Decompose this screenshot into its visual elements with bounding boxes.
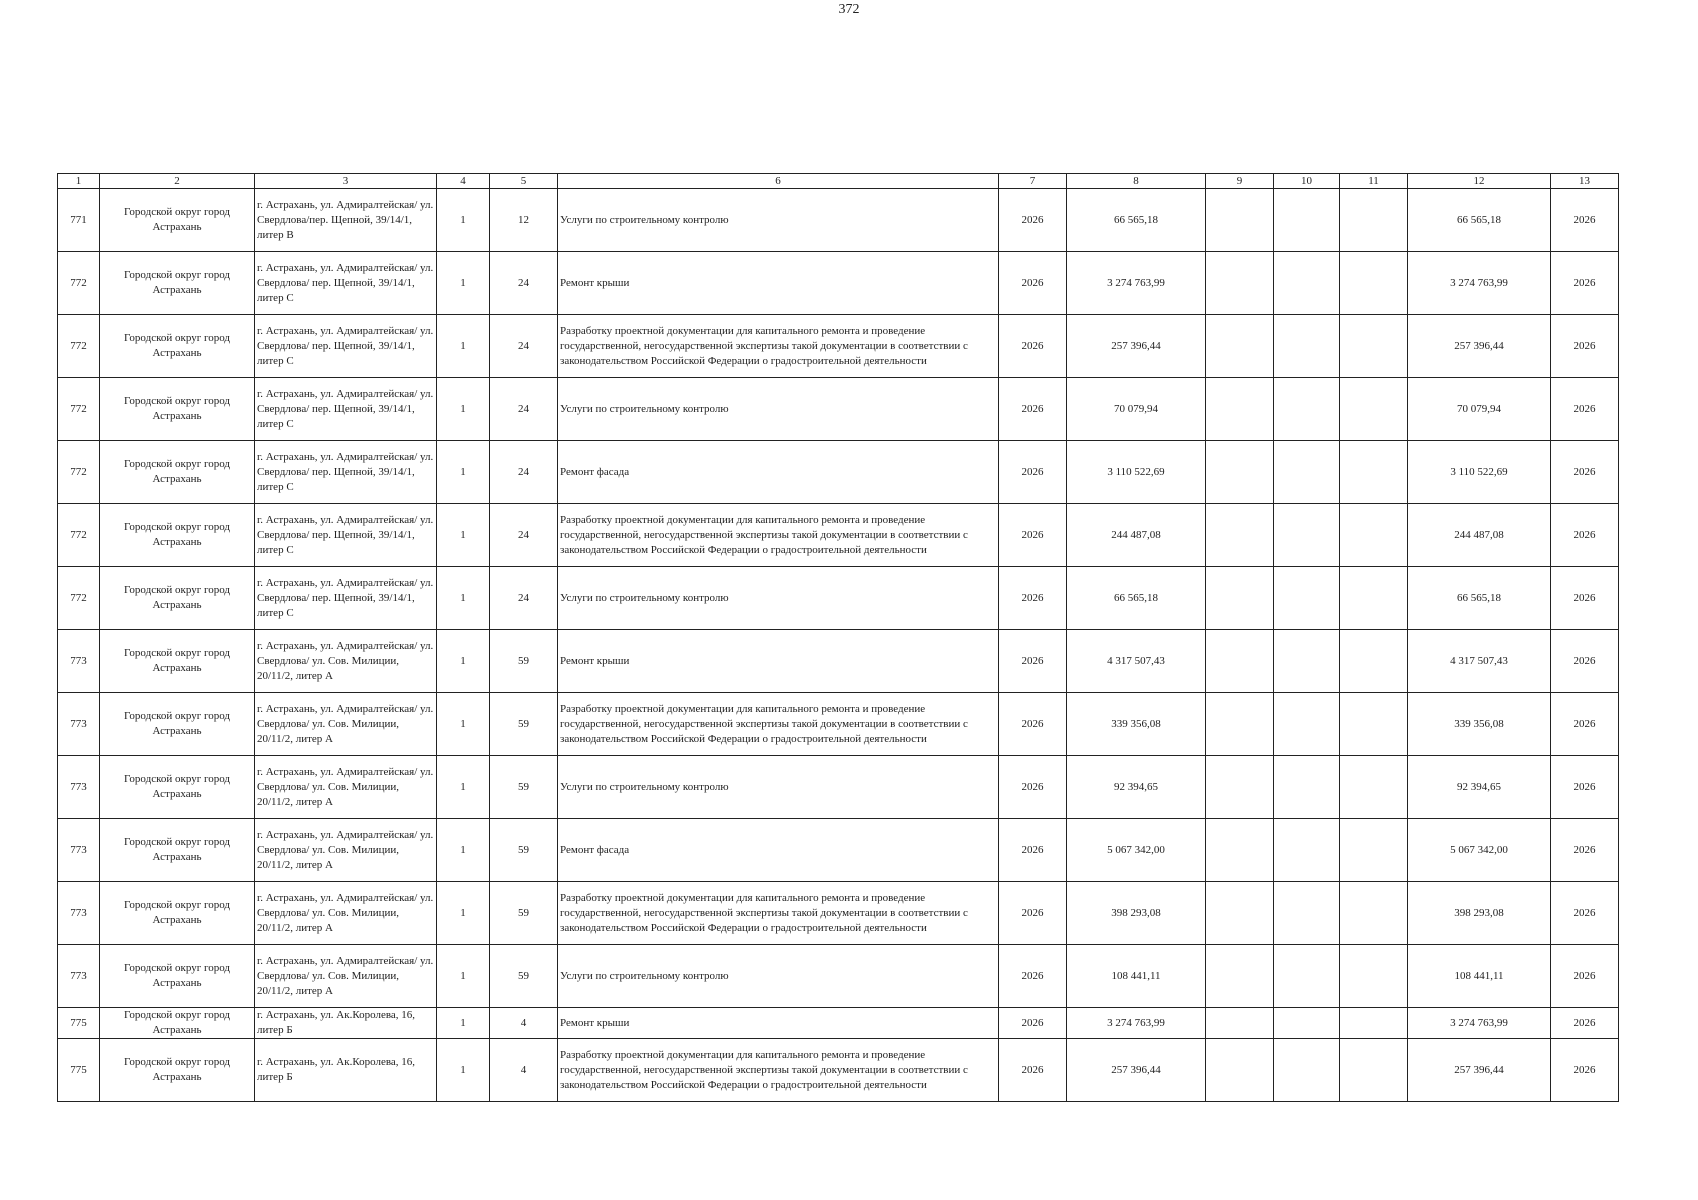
col11-cell [1340, 315, 1408, 378]
col4-cell: 1 [437, 630, 490, 693]
col12-cell: 66 565,18 [1408, 567, 1551, 630]
cost-cell: 66 565,18 [1067, 567, 1206, 630]
col10-cell [1274, 819, 1340, 882]
col9-cell [1206, 945, 1274, 1008]
year-cell: 2026 [999, 504, 1067, 567]
col5-cell: 59 [490, 819, 558, 882]
col5-cell: 24 [490, 504, 558, 567]
year-cell: 2026 [999, 1008, 1067, 1039]
district-cell: Городской округ город Астрахань [100, 189, 255, 252]
col10-cell [1274, 882, 1340, 945]
col5-cell: 4 [490, 1008, 558, 1039]
col9-cell [1206, 882, 1274, 945]
col12-cell: 108 441,11 [1408, 945, 1551, 1008]
col4-cell: 1 [437, 819, 490, 882]
year-cell: 2026 [999, 819, 1067, 882]
row-number-cell: 772 [58, 315, 100, 378]
col12-cell: 244 487,08 [1408, 504, 1551, 567]
work-type-cell: Разработку проектной документации для капитального ремонта и проведение государственной, негосударственной экспертизы такой документации в соответствии с законодательством Российской Федерации о градостроительной деятельности [558, 504, 999, 567]
col13-cell: 2026 [1551, 378, 1619, 441]
col12-cell: 70 079,94 [1408, 378, 1551, 441]
col5-cell: 24 [490, 567, 558, 630]
row-number-cell: 773 [58, 819, 100, 882]
col13-cell: 2026 [1551, 756, 1619, 819]
col9-cell [1206, 315, 1274, 378]
column-header: 10 [1274, 174, 1340, 189]
col13-cell: 2026 [1551, 1008, 1619, 1039]
address-cell: г. Астрахань, ул. Адмиралтейская/ ул. Свердлова/пер. Щепной, 39/14/1, литер В [255, 189, 437, 252]
cost-cell: 66 565,18 [1067, 189, 1206, 252]
col12-cell: 4 317 507,43 [1408, 630, 1551, 693]
page-number: 372 [838, 2, 860, 17]
column-header: 1 [58, 174, 100, 189]
row-number-cell: 772 [58, 252, 100, 315]
col11-cell [1340, 189, 1408, 252]
column-header: 2 [100, 174, 255, 189]
col5-cell: 59 [490, 630, 558, 693]
row-number-cell: 773 [58, 756, 100, 819]
row-number-cell: 771 [58, 189, 100, 252]
col4-cell: 1 [437, 378, 490, 441]
address-cell: г. Астрахань, ул. Адмиралтейская/ ул. Свердлова/ ул. Сов. Милиции, 20/11/2, литер А [255, 945, 437, 1008]
column-header: 4 [437, 174, 490, 189]
table-row [58, 693, 1619, 756]
column-header: 12 [1408, 174, 1551, 189]
table-body [58, 189, 1619, 1102]
table-row [58, 378, 1619, 441]
col12-cell: 5 067 342,00 [1408, 819, 1551, 882]
cost-cell: 398 293,08 [1067, 882, 1206, 945]
col5-cell: 24 [490, 378, 558, 441]
year-cell: 2026 [999, 189, 1067, 252]
table-row [58, 567, 1619, 630]
work-type-cell: Ремонт фасада [558, 819, 999, 882]
address-cell: г. Астрахань, ул. Адмиралтейская/ ул. Свердлова/ ул. Сов. Милиции, 20/11/2, литер А [255, 819, 437, 882]
district-cell: Городской округ город Астрахань [100, 504, 255, 567]
row-number-cell: 773 [58, 945, 100, 1008]
col13-cell: 2026 [1551, 441, 1619, 504]
col13-cell: 2026 [1551, 945, 1619, 1008]
district-cell: Городской округ город Астрахань [100, 1008, 255, 1039]
work-type-cell: Разработку проектной документации для капитального ремонта и проведение государственной, негосударственной экспертизы такой документации в соответствии с законодательством Российской Федерации о градостроительной деятельности [558, 882, 999, 945]
col12-cell: 257 396,44 [1408, 315, 1551, 378]
col5-cell: 59 [490, 882, 558, 945]
row-number-cell: 773 [58, 630, 100, 693]
row-number-cell: 775 [58, 1008, 100, 1039]
col9-cell [1206, 1039, 1274, 1102]
col4-cell: 1 [437, 1039, 490, 1102]
col12-cell: 398 293,08 [1408, 882, 1551, 945]
table-row [58, 819, 1619, 882]
cost-cell: 4 317 507,43 [1067, 630, 1206, 693]
address-cell: г. Астрахань, ул. Адмиралтейская/ ул. Свердлова/ пер. Щепной, 39/14/1, литер С [255, 567, 437, 630]
col4-cell: 1 [437, 882, 490, 945]
column-header: 7 [999, 174, 1067, 189]
work-type-cell: Разработку проектной документации для капитального ремонта и проведение государственной, негосударственной экспертизы такой документации в соответствии с законодательством Российской Федерации о градостроительной деятельности [558, 693, 999, 756]
district-cell: Городской округ город Астрахань [100, 630, 255, 693]
column-header: 6 [558, 174, 999, 189]
year-cell: 2026 [999, 441, 1067, 504]
col4-cell: 1 [437, 315, 490, 378]
col11-cell [1340, 756, 1408, 819]
col11-cell [1340, 567, 1408, 630]
col5-cell: 12 [490, 189, 558, 252]
col11-cell [1340, 1008, 1408, 1039]
col4-cell: 1 [437, 1008, 490, 1039]
col12-cell: 257 396,44 [1408, 1039, 1551, 1102]
row-number-cell: 772 [58, 567, 100, 630]
cost-cell: 3 274 763,99 [1067, 252, 1206, 315]
row-number-cell: 773 [58, 882, 100, 945]
col10-cell [1274, 630, 1340, 693]
district-cell: Городской округ город Астрахань [100, 945, 255, 1008]
work-type-cell: Ремонт фасада [558, 441, 999, 504]
col9-cell [1206, 567, 1274, 630]
table-row [58, 1008, 1619, 1039]
cost-cell: 3 274 763,99 [1067, 1008, 1206, 1039]
col11-cell [1340, 819, 1408, 882]
district-cell: Городской округ город Астрахань [100, 756, 255, 819]
col10-cell [1274, 1039, 1340, 1102]
col4-cell: 1 [437, 252, 490, 315]
row-number-cell: 775 [58, 1039, 100, 1102]
col10-cell [1274, 1008, 1340, 1039]
year-cell: 2026 [999, 378, 1067, 441]
col11-cell [1340, 630, 1408, 693]
col13-cell: 2026 [1551, 1039, 1619, 1102]
col13-cell: 2026 [1551, 693, 1619, 756]
col13-cell: 2026 [1551, 882, 1619, 945]
col10-cell [1274, 945, 1340, 1008]
work-type-cell: Разработку проектной документации для капитального ремонта и проведение государственной, негосударственной экспертизы такой документации в соответствии с законодательством Российской Федерации о градостроительной деятельности [558, 315, 999, 378]
col9-cell [1206, 189, 1274, 252]
col11-cell [1340, 693, 1408, 756]
year-cell: 2026 [999, 252, 1067, 315]
year-cell: 2026 [999, 756, 1067, 819]
column-header: 11 [1340, 174, 1408, 189]
address-cell: г. Астрахань, ул. Адмиралтейская/ ул. Свердлова/ пер. Щепной, 39/14/1, литер С [255, 252, 437, 315]
year-cell: 2026 [999, 945, 1067, 1008]
table-row [58, 189, 1619, 252]
address-cell: г. Астрахань, ул. Адмиралтейская/ ул. Свердлова/ ул. Сов. Милиции, 20/11/2, литер А [255, 756, 437, 819]
year-cell: 2026 [999, 1039, 1067, 1102]
year-cell: 2026 [999, 567, 1067, 630]
district-cell: Городской округ город Астрахань [100, 441, 255, 504]
district-cell: Городской округ город Астрахань [100, 567, 255, 630]
col10-cell [1274, 252, 1340, 315]
district-cell: Городской округ город Астрахань [100, 315, 255, 378]
col13-cell: 2026 [1551, 252, 1619, 315]
table-row [58, 882, 1619, 945]
col13-cell: 2026 [1551, 315, 1619, 378]
col9-cell [1206, 252, 1274, 315]
address-cell: г. Астрахань, ул. Ак.Королева, 16, литер Б [255, 1008, 437, 1039]
table-row [58, 630, 1619, 693]
cost-cell: 339 356,08 [1067, 693, 1206, 756]
col9-cell [1206, 756, 1274, 819]
district-cell: Городской округ город Астрахань [100, 819, 255, 882]
col11-cell [1340, 252, 1408, 315]
row-number-cell: 773 [58, 693, 100, 756]
address-cell: г. Астрахань, ул. Адмиралтейская/ ул. Свердлова/ пер. Щепной, 39/14/1, литер С [255, 315, 437, 378]
cost-cell: 244 487,08 [1067, 504, 1206, 567]
column-header: 3 [255, 174, 437, 189]
work-type-cell: Услуги по строительному контролю [558, 945, 999, 1008]
col5-cell: 24 [490, 252, 558, 315]
col12-cell: 66 565,18 [1408, 189, 1551, 252]
work-type-cell: Услуги по строительному контролю [558, 189, 999, 252]
col5-cell: 59 [490, 756, 558, 819]
address-cell: г. Астрахань, ул. Адмиралтейская/ ул. Свердлова/ ул. Сов. Милиции, 20/11/2, литер А [255, 882, 437, 945]
cost-cell: 108 441,11 [1067, 945, 1206, 1008]
col5-cell: 24 [490, 315, 558, 378]
col12-cell: 3 274 763,99 [1408, 1008, 1551, 1039]
col5-cell: 59 [490, 693, 558, 756]
table-row [58, 756, 1619, 819]
col4-cell: 1 [437, 189, 490, 252]
year-cell: 2026 [999, 693, 1067, 756]
col9-cell [1206, 441, 1274, 504]
year-cell: 2026 [999, 630, 1067, 693]
col13-cell: 2026 [1551, 819, 1619, 882]
col10-cell [1274, 567, 1340, 630]
address-cell: г. Астрахань, ул. Адмиралтейская/ ул. Свердлова/ пер. Щепной, 39/14/1, литер С [255, 378, 437, 441]
col4-cell: 1 [437, 504, 490, 567]
col11-cell [1340, 945, 1408, 1008]
col10-cell [1274, 441, 1340, 504]
column-header: 5 [490, 174, 558, 189]
column-header: 9 [1206, 174, 1274, 189]
table-row [58, 945, 1619, 1008]
col4-cell: 1 [437, 945, 490, 1008]
col11-cell [1340, 504, 1408, 567]
col10-cell [1274, 693, 1340, 756]
address-cell: г. Астрахань, ул. Адмиралтейская/ ул. Свердлова/ ул. Сов. Милиции, 20/11/2, литер А [255, 630, 437, 693]
cost-cell: 70 079,94 [1067, 378, 1206, 441]
address-cell: г. Астрахань, ул. Адмиралтейская/ ул. Свердлова/ пер. Щепной, 39/14/1, литер С [255, 441, 437, 504]
district-cell: Городской округ город Астрахань [100, 252, 255, 315]
col11-cell [1340, 1039, 1408, 1102]
col12-cell: 3 110 522,69 [1408, 441, 1551, 504]
cost-cell: 257 396,44 [1067, 315, 1206, 378]
col9-cell [1206, 819, 1274, 882]
cost-cell: 257 396,44 [1067, 1039, 1206, 1102]
col9-cell [1206, 1008, 1274, 1039]
col10-cell [1274, 189, 1340, 252]
col9-cell [1206, 378, 1274, 441]
col10-cell [1274, 378, 1340, 441]
col10-cell [1274, 756, 1340, 819]
column-header: 13 [1551, 174, 1619, 189]
district-cell: Городской округ город Астрахань [100, 882, 255, 945]
col11-cell [1340, 882, 1408, 945]
address-cell: г. Астрахань, ул. Адмиралтейская/ ул. Свердлова/ ул. Сов. Милиции, 20/11/2, литер А [255, 693, 437, 756]
col12-cell: 92 394,65 [1408, 756, 1551, 819]
col13-cell: 2026 [1551, 630, 1619, 693]
col5-cell: 4 [490, 1039, 558, 1102]
table-row [58, 441, 1619, 504]
cost-cell: 3 110 522,69 [1067, 441, 1206, 504]
work-type-cell: Ремонт крыши [558, 252, 999, 315]
col5-cell: 24 [490, 441, 558, 504]
col5-cell: 59 [490, 945, 558, 1008]
year-cell: 2026 [999, 882, 1067, 945]
col13-cell: 2026 [1551, 504, 1619, 567]
repair-plan-table [57, 173, 1619, 1102]
address-cell: г. Астрахань, ул. Адмиралтейская/ ул. Свердлова/ пер. Щепной, 39/14/1, литер С [255, 504, 437, 567]
address-cell: г. Астрахань, ул. Ак.Королева, 16, литер Б [255, 1039, 437, 1102]
col13-cell: 2026 [1551, 189, 1619, 252]
table-row [58, 252, 1619, 315]
table-row [58, 504, 1619, 567]
col4-cell: 1 [437, 693, 490, 756]
table-row [58, 1039, 1619, 1102]
work-type-cell: Разработку проектной документации для капитального ремонта и проведение государственной, негосударственной экспертизы такой документации в соответствии с законодательством Российской Федерации о градостроительной деятельности [558, 1039, 999, 1102]
table-row [58, 315, 1619, 378]
cost-cell: 92 394,65 [1067, 756, 1206, 819]
col4-cell: 1 [437, 756, 490, 819]
column-number-row [58, 174, 1619, 189]
col9-cell [1206, 504, 1274, 567]
col9-cell [1206, 630, 1274, 693]
col10-cell [1274, 315, 1340, 378]
row-number-cell: 772 [58, 441, 100, 504]
col12-cell: 339 356,08 [1408, 693, 1551, 756]
work-type-cell: Услуги по строительному контролю [558, 378, 999, 441]
cost-cell: 5 067 342,00 [1067, 819, 1206, 882]
col12-cell: 3 274 763,99 [1408, 252, 1551, 315]
col4-cell: 1 [437, 567, 490, 630]
district-cell: Городской округ город Астрахань [100, 1039, 255, 1102]
work-type-cell: Услуги по строительному контролю [558, 567, 999, 630]
work-type-cell: Услуги по строительному контролю [558, 756, 999, 819]
district-cell: Городской округ город Астрахань [100, 693, 255, 756]
col9-cell [1206, 693, 1274, 756]
col4-cell: 1 [437, 441, 490, 504]
col11-cell [1340, 441, 1408, 504]
year-cell: 2026 [999, 315, 1067, 378]
col10-cell [1274, 504, 1340, 567]
column-header: 8 [1067, 174, 1206, 189]
district-cell: Городской округ город Астрахань [100, 378, 255, 441]
row-number-cell: 772 [58, 504, 100, 567]
work-type-cell: Ремонт крыши [558, 630, 999, 693]
col11-cell [1340, 378, 1408, 441]
work-type-cell: Ремонт крыши [558, 1008, 999, 1039]
row-number-cell: 772 [58, 378, 100, 441]
col13-cell: 2026 [1551, 567, 1619, 630]
